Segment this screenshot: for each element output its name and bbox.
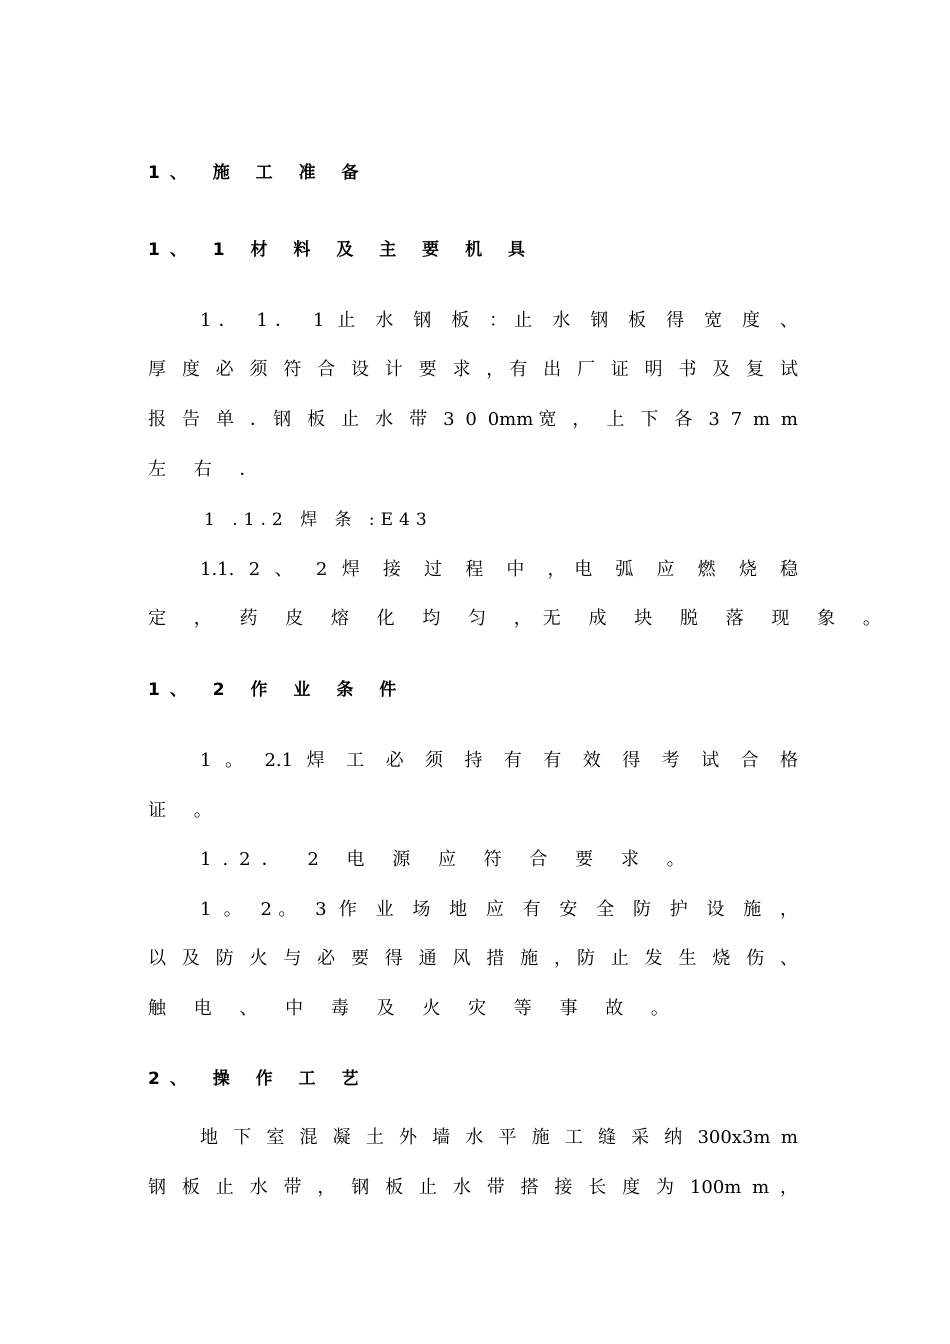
paragraph-2-line-1: 地 下 室 混 凝 土 外 墙 水 平 施 工 缝 采 纳 300x3m m <box>200 1127 798 1148</box>
paragraph-1-2-1-line-2: 证 。 <box>148 800 223 821</box>
paragraph-1-2-2: 1.2． 2 电 源 应 符 合 要 求 。 <box>200 849 696 870</box>
section-title-work-conditions: 1、 2 作 业 条 件 <box>148 680 407 700</box>
section-title-construction-preparation: 1、 施 工 准 备 <box>148 163 369 183</box>
paragraph-1-2-1-line-1: 1 。 2.1 焊 工 必 须 持 有 有 效 得 考 试 合 格 <box>200 750 798 771</box>
paragraph-1-1-2-2-line-2: 定 ， 药 皮 熔 化 均 匀 ，无 成 块 脱 落 现 象 。 <box>148 608 892 629</box>
paragraph-1-2-3-line-2: 以 及 防 火 与 必 要 得 通 风 措 施 ，防 止 发 生 烧 伤 、 <box>148 948 798 969</box>
paragraph-1-1-1-line-1: 1． 1． 1 止 水 钢 板 ：止 水 钢 板 得 宽 度 、 <box>200 310 798 331</box>
paragraph-1-1-1-line-4: 左 右 ． <box>148 459 269 480</box>
paragraph-2-line-2: 钢 板 止 水 带 ， 钢 板 止 水 带 搭 接 长 度 为 100m m ， <box>148 1177 798 1198</box>
section-title-operation-process: 2、 操 作 工 艺 <box>148 1069 369 1089</box>
paragraph-1-1-2-2-line-1: 1.1. 2 、 2 焊 接 过 程 中 ，电 弧 应 燃 烧 稳 <box>200 559 798 580</box>
section-title-materials-tools: 1、 1 材 料 及 主 要 机 具 <box>148 240 536 260</box>
paragraph-1-1-1-line-2: 厚 度 必 须 符 合 设 计 要 求 ，有 出 厂 证 明 书 及 复 试 <box>148 359 798 380</box>
paragraph-1-1-1-line-3: 报 告 单 ．钢 板 止 水 带 3 0 0mm宽 ， 上 下 各 3 7 m m <box>148 409 798 430</box>
paragraph-1-1-2: 1 .1.2 焊 条 :E43 <box>204 510 433 530</box>
paragraph-1-2-3-line-1: 1 。 2。 3 作 业 场 地 应 有 安 全 防 护 设 施 ， <box>200 899 798 920</box>
paragraph-1-2-3-line-3: 触 电 、 中 毒 及 火 灾 等 事 故 。 <box>148 998 680 1019</box>
